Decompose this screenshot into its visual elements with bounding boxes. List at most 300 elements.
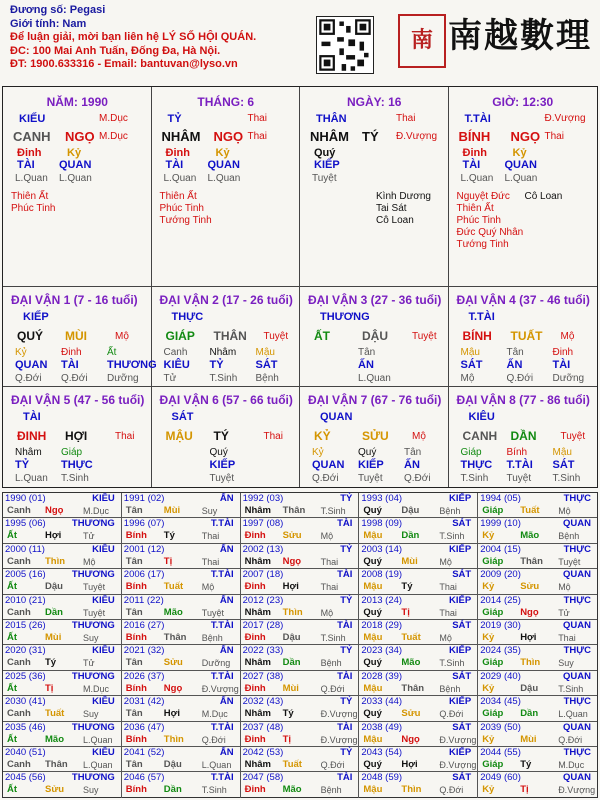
year-stem: Quý xyxy=(363,555,382,567)
year-branch: Hợi xyxy=(401,759,418,770)
year-label: 2006 (17) xyxy=(123,569,165,581)
year-branch: Thân xyxy=(45,759,68,770)
year-branch: Tý xyxy=(163,530,175,542)
year-label: 1993 (04) xyxy=(361,493,403,504)
hidden-god: QUAN xyxy=(207,159,240,171)
year-god: QUAN xyxy=(563,670,591,682)
hidden-god: QUAN xyxy=(312,459,345,471)
year-cell xyxy=(3,671,122,696)
year-branch: Sửu xyxy=(520,581,540,593)
year-phase: T.Sinh xyxy=(558,683,584,694)
year-stem: Quý xyxy=(363,708,382,720)
year-label: 1997 (08) xyxy=(242,518,284,530)
year-god: ẤN xyxy=(219,645,234,657)
contact-note: Để luận giải, mời bạn liên hệ LÝ SỐ HỘI QUÁN. xyxy=(10,31,257,43)
star-name: Cô Loan xyxy=(376,215,414,226)
dai-van-cell xyxy=(449,387,598,487)
dai-van-title: ĐẠI VẬN 5 (47 - 56 tuổi) xyxy=(11,393,145,407)
year-branch: Thìn xyxy=(163,733,184,745)
year-god: TỶ xyxy=(340,645,353,657)
year-cell xyxy=(122,620,241,645)
year-stem: Bính xyxy=(125,530,147,542)
year-god: THƯƠNG xyxy=(71,772,115,784)
year-phase: Q.Đới xyxy=(558,734,583,745)
year-stem: Đinh xyxy=(244,530,266,542)
year-cell xyxy=(478,772,597,797)
dai-van-god: KIÊU xyxy=(468,411,495,423)
year-label: 2000 (11) xyxy=(5,543,45,555)
year-cell xyxy=(122,518,241,543)
hidden-stem: Đinh xyxy=(165,147,190,159)
year-god: SÁT xyxy=(452,670,472,682)
year-branch: Tị xyxy=(282,733,292,745)
hidden-phase: L.Quan xyxy=(15,473,48,484)
dai-van-branch: DẬU xyxy=(362,329,388,343)
year-cell xyxy=(241,493,360,518)
hidden-stem: Kỷ xyxy=(215,147,230,159)
year-stem: Canh xyxy=(7,657,31,669)
year-god: THƯƠNG xyxy=(71,721,115,733)
year-stem: Bính xyxy=(125,682,147,694)
hidden-stem: Đinh xyxy=(17,147,42,159)
year-phase: Bệnh xyxy=(439,506,461,516)
hidden-god: TỶ xyxy=(15,459,30,471)
pillar-stem: NHÂM xyxy=(161,129,201,144)
hidden-phase: T.Sinh xyxy=(552,473,581,484)
year-god: TÀI xyxy=(337,772,353,784)
hidden-phase: Tuyệt xyxy=(312,173,337,184)
year-god: SÁT xyxy=(452,721,472,733)
year-god: TỶ xyxy=(340,594,353,606)
year-phase: T.Sinh xyxy=(439,658,465,669)
year-branch: Mão xyxy=(45,733,64,745)
year-phase: Thai xyxy=(320,556,339,567)
hidden-phase: L.Quan xyxy=(15,173,48,184)
year-god: KIÊU xyxy=(92,645,115,657)
hidden-phase: Q.Đới xyxy=(506,373,534,384)
pillar-title: NĂM: 1990 xyxy=(46,95,108,109)
year-stem: Bính xyxy=(125,632,147,643)
hidden-god: KIẾP xyxy=(209,459,236,471)
year-stem: Giáp xyxy=(482,708,504,720)
hidden-stem: Nhâm xyxy=(209,347,237,358)
year-cell xyxy=(3,722,122,747)
year-cell xyxy=(241,696,360,721)
year-branch: Sửu xyxy=(282,530,302,542)
hidden-god: KIẾP xyxy=(358,459,384,471)
year-phase: M.Dục xyxy=(201,709,228,720)
year-phase: Đ.Vượng xyxy=(320,734,358,745)
pillar-branch-status: Thai xyxy=(544,131,564,142)
hidden-phase: Tuyệt xyxy=(209,473,235,484)
year-stem: Mậu xyxy=(363,581,383,593)
year-phase: T.Sinh xyxy=(320,506,346,516)
year-branch: Mão xyxy=(282,784,302,796)
year-god: TỶ xyxy=(340,696,353,708)
year-branch: Thân xyxy=(401,682,425,694)
hidden-god: TÀI xyxy=(165,159,184,171)
pillar-stem-status: Thai xyxy=(247,113,267,124)
year-phase: Thai xyxy=(439,582,457,593)
hidden-stem: Tân xyxy=(506,347,524,358)
year-branch: Tuất xyxy=(45,708,65,720)
year-stem: Nhâm xyxy=(244,657,271,669)
year-branch: Tuất xyxy=(401,632,421,643)
year-god: THỰC xyxy=(563,747,591,758)
year-label: 2001 (12) xyxy=(123,543,165,555)
year-branch: Ngọ xyxy=(45,505,64,516)
year-cell xyxy=(359,518,478,543)
star-name: Cô Loan xyxy=(524,191,563,202)
year-phase: Q.Đới xyxy=(320,760,345,770)
year-cell xyxy=(478,645,597,670)
hidden-phase: Q.Đới xyxy=(61,373,88,384)
year-stem: Đinh xyxy=(244,784,266,796)
year-label: 2003 (14) xyxy=(361,543,403,555)
year-cell xyxy=(241,645,360,670)
year-branch: Ngọ xyxy=(401,733,420,745)
year-phase: Tử xyxy=(83,658,95,669)
year-stem: Giáp xyxy=(482,657,504,669)
year-cell xyxy=(122,722,241,747)
year-stem: Quý xyxy=(363,657,382,669)
year-cell xyxy=(478,620,597,645)
dai-van-branch: DẦN xyxy=(510,429,537,443)
year-phase: Đ.Vượng xyxy=(320,709,358,720)
year-stem: Nhâm xyxy=(244,708,271,720)
year-cell xyxy=(478,518,597,543)
year-god: THƯƠNG xyxy=(71,670,115,682)
year-cell xyxy=(478,544,597,569)
year-god: QUAN xyxy=(563,518,591,530)
year-cell xyxy=(359,620,478,645)
annual-luck-table xyxy=(2,492,598,798)
year-branch: Mùi xyxy=(401,555,418,567)
dai-van-stem: ẤT xyxy=(314,329,330,343)
year-label: 2041 (52) xyxy=(123,747,165,758)
year-phase: Suy xyxy=(558,658,574,669)
year-branch: Dần xyxy=(163,784,182,796)
year-stem: Ất xyxy=(7,733,18,745)
hidden-stem: Quý xyxy=(314,147,336,159)
year-branch: Tuất xyxy=(163,581,184,593)
year-god: TÀI xyxy=(337,620,353,631)
hidden-stem: Giáp xyxy=(460,447,482,458)
year-label: 2047 (58) xyxy=(242,772,284,784)
year-label: 2030 (41) xyxy=(5,696,46,708)
year-god: THỰC xyxy=(563,493,591,504)
star-name: Đức Quý Nhân xyxy=(456,227,524,238)
dai-van-cell xyxy=(449,287,598,387)
year-god: QUAN xyxy=(563,569,591,581)
year-branch: Dần xyxy=(401,530,420,542)
dai-van-status: Thai xyxy=(263,431,283,442)
hidden-stem: Đinh xyxy=(462,147,487,159)
year-label: 2012 (23) xyxy=(242,594,284,606)
year-god: ẤN xyxy=(219,594,234,606)
year-god: QUAN xyxy=(563,620,591,631)
star-name: Thiên Ất xyxy=(456,203,494,214)
hidden-stem: Mậu xyxy=(255,347,275,358)
year-stem: Đinh xyxy=(244,682,266,694)
year-god: TỶ xyxy=(340,493,353,504)
pillar-branch-status: M.Dục xyxy=(99,131,128,142)
year-label: 2027 (38) xyxy=(242,670,284,682)
year-label: 2040 (51) xyxy=(5,747,46,758)
hidden-stem: Mậu xyxy=(552,447,572,458)
year-label: 2034 (45) xyxy=(480,696,521,708)
year-god: TÀI xyxy=(337,670,353,682)
star-name: Phúc Tinh xyxy=(456,215,501,226)
year-phase: L.Quan xyxy=(83,760,113,770)
year-god: KIÊU xyxy=(92,594,115,606)
hidden-phase: Tử xyxy=(163,373,177,384)
year-branch: Dậu xyxy=(45,581,63,593)
hidden-god: KIÊU xyxy=(163,359,190,371)
year-cell xyxy=(241,671,360,696)
year-phase: Suy xyxy=(83,633,99,643)
year-branch: Ngọ xyxy=(163,682,183,694)
year-cell xyxy=(359,645,478,670)
hidden-stem: Kỷ xyxy=(15,347,27,358)
year-stem: Tân xyxy=(125,708,143,720)
year-stem: Ất xyxy=(7,530,18,542)
year-stem: Mậu xyxy=(363,784,383,796)
pillar-branch: NGỌ xyxy=(65,129,95,144)
year-branch: Thìn xyxy=(520,657,541,669)
dai-van-stem: BÍNH xyxy=(462,329,492,343)
year-phase: Q.Đới xyxy=(201,734,226,745)
year-god: TÀI xyxy=(337,569,353,581)
year-cell xyxy=(122,645,241,670)
pillar-stem-status: Thai xyxy=(396,113,416,124)
dai-van-god: THƯƠNG xyxy=(320,311,370,323)
year-branch: Dậu xyxy=(282,632,301,643)
year-cell xyxy=(3,518,122,543)
year-god: QUAN xyxy=(563,772,591,784)
year-phase: Đ.Vượng xyxy=(558,785,596,796)
year-label: 2035 (46) xyxy=(5,721,46,733)
year-phase: Bệnh xyxy=(558,531,580,542)
pillar-stem-god: TỶ xyxy=(167,113,182,125)
year-cell xyxy=(241,518,360,543)
dai-van-branch: TÝ xyxy=(213,429,229,443)
year-label: 1996 (07) xyxy=(123,518,165,530)
hidden-phase: T.Sinh xyxy=(460,473,489,484)
year-branch: Tý xyxy=(401,581,413,593)
hidden-phase: Dưỡng xyxy=(107,373,139,384)
year-branch: Thân xyxy=(163,632,187,643)
year-stem: Tân xyxy=(125,759,143,770)
dai-van-cell xyxy=(300,287,449,387)
year-label: 2004 (15) xyxy=(480,543,521,555)
seal-stamp: 南 xyxy=(398,14,446,68)
pillar-title: GIỜ: 12:30 xyxy=(492,95,554,109)
dai-van-status: Tuyệt xyxy=(412,331,437,342)
year-branch: Dần xyxy=(520,708,539,720)
dai-van-cell xyxy=(152,287,301,387)
year-label: 2028 (39) xyxy=(361,670,403,682)
dai-van-god: KIẾP xyxy=(23,311,49,323)
year-god: T.TÀI xyxy=(210,620,234,631)
year-label: 2005 (16) xyxy=(5,569,46,581)
pillar-stem-status: M.Dục xyxy=(99,113,128,124)
year-god: THỰC xyxy=(563,645,591,657)
dai-van-god: TÀI xyxy=(23,411,41,423)
year-phase: Suy xyxy=(201,506,218,516)
year-phase: Suy xyxy=(83,709,99,720)
pillar-cell xyxy=(152,87,301,287)
year-cell xyxy=(359,493,478,518)
year-god: SÁT xyxy=(452,772,472,784)
year-phase: Mộ xyxy=(83,556,96,567)
year-phase: Suy xyxy=(83,785,99,796)
hidden-god: ẤN xyxy=(358,359,374,371)
year-branch: Mùi xyxy=(282,682,299,694)
year-phase: Thai xyxy=(558,633,576,643)
year-branch: Tị xyxy=(520,784,529,796)
year-label: 2019 (30) xyxy=(480,620,521,631)
star-name: Tai Sát xyxy=(376,203,407,214)
pillar-branch: TÝ xyxy=(362,129,379,144)
year-god: KIẾP xyxy=(449,594,472,606)
year-branch: Sửu xyxy=(163,657,183,669)
dai-van-status: Tuyệt xyxy=(263,331,289,342)
year-branch: Thìn xyxy=(401,784,422,796)
year-cell xyxy=(478,493,597,518)
hidden-phase: T.Sinh xyxy=(209,373,238,384)
year-label: 2021 (32) xyxy=(123,645,165,657)
year-cell xyxy=(3,544,122,569)
dai-van-status: Mộ xyxy=(412,431,426,442)
hidden-god: SÁT xyxy=(255,359,278,371)
hidden-god: T.TÀI xyxy=(506,459,533,471)
hidden-phase: Q.Đới xyxy=(15,373,42,384)
pillar-title: THÁNG: 6 xyxy=(197,95,255,109)
dai-van-branch: HỢI xyxy=(65,429,88,443)
year-god: KIÊU xyxy=(92,543,115,555)
year-branch: Mùi xyxy=(45,632,62,643)
dai-van-god: T.TÀI xyxy=(468,311,495,323)
year-phase: Mộ xyxy=(558,582,571,593)
year-phase: T.Sinh xyxy=(201,785,227,796)
year-phase: Mộ xyxy=(320,607,334,618)
pillar-title: NGÀY: 16 xyxy=(347,95,402,109)
year-god: T.TÀI xyxy=(210,569,234,581)
year-stem: Nhâm xyxy=(244,606,271,618)
year-god: QUAN xyxy=(563,721,591,733)
year-phase: Thai xyxy=(320,582,339,593)
year-stem: Kỷ xyxy=(482,784,495,796)
year-god: KIÊU xyxy=(92,493,115,504)
pillar-branch: NGỌ xyxy=(213,129,244,144)
star-name: Thiên Ất xyxy=(159,191,197,202)
year-cell xyxy=(359,696,478,721)
year-branch: Ngọ xyxy=(282,555,302,567)
bazi-chart xyxy=(2,86,598,488)
hidden-god: TÀI xyxy=(17,159,35,171)
header xyxy=(0,0,600,86)
year-cell xyxy=(122,595,241,620)
year-phase: Thai xyxy=(201,556,220,567)
year-god: ẤN xyxy=(219,747,234,758)
hidden-stem: Giáp xyxy=(61,447,83,458)
year-cell xyxy=(478,671,597,696)
year-phase: Tuyệt xyxy=(558,556,581,567)
year-label: 2023 (34) xyxy=(361,645,403,657)
year-cell xyxy=(3,696,122,721)
year-phase: Tuyệt xyxy=(83,582,106,593)
year-cell xyxy=(478,696,597,721)
year-label: 2048 (59) xyxy=(361,772,403,784)
year-label: 2002 (13) xyxy=(242,543,284,555)
year-cell xyxy=(241,722,360,747)
year-stem: Mậu xyxy=(363,733,383,745)
dai-van-stem: GIÁP xyxy=(165,329,195,343)
year-cell xyxy=(241,620,360,645)
year-stem: Canh xyxy=(7,555,31,567)
year-phase: Mộ xyxy=(558,506,571,516)
dai-van-title: ĐẠI VẬN 3 (27 - 36 tuổi) xyxy=(308,293,442,307)
year-god: THỰC xyxy=(563,543,591,555)
year-label: 2033 (44) xyxy=(361,696,403,708)
brand-logo: 南越數理 xyxy=(448,16,592,56)
year-label: 2043 (54) xyxy=(361,747,403,758)
year-branch: Tị xyxy=(163,555,173,567)
year-god: KIẾP xyxy=(449,645,472,657)
pillar-branch-status: Thai xyxy=(247,131,267,142)
year-label: 2044 (55) xyxy=(480,747,521,758)
star-name: Tướng Tinh xyxy=(456,239,509,250)
dai-van-status: Thai xyxy=(115,431,135,442)
year-cell xyxy=(122,544,241,569)
dai-van-status: Tuyệt xyxy=(560,431,586,442)
year-god: ẤN xyxy=(219,493,234,504)
year-phase: Đ.Vượng xyxy=(439,734,477,745)
hidden-stem: Ất xyxy=(107,347,117,358)
year-phase: T.Sinh xyxy=(439,531,465,542)
year-phase: Q.Đới xyxy=(439,709,464,720)
year-god: THƯƠNG xyxy=(71,620,115,631)
star-name: Tướng Tinh xyxy=(159,215,212,226)
year-cell xyxy=(241,595,360,620)
dai-van-title: ĐẠI VẬN 8 (77 - 86 tuổi) xyxy=(456,393,590,407)
year-cell xyxy=(122,772,241,797)
year-stem: Tân xyxy=(125,505,143,516)
qr-code-icon xyxy=(316,16,374,74)
dai-van-title: ĐẠI VẬN 4 (37 - 46 tuổi) xyxy=(456,293,590,307)
dai-van-stem: KỶ xyxy=(314,429,331,443)
hidden-god: TỶ xyxy=(209,359,224,371)
year-stem: Quý xyxy=(363,759,382,770)
star-name: Phúc Tinh xyxy=(11,203,56,214)
year-god: ẤN xyxy=(219,696,234,708)
year-branch: Dậu xyxy=(163,759,182,770)
hidden-stem: Tân xyxy=(404,447,422,458)
hidden-stem: Kỷ xyxy=(67,147,82,159)
year-label: 2020 (31) xyxy=(5,645,46,657)
year-god: SÁT xyxy=(452,518,472,530)
year-branch: Dần xyxy=(282,657,301,669)
hidden-god: TÀI xyxy=(462,159,481,171)
year-phase: Tử xyxy=(558,607,570,618)
phone-email: ĐT: 1900.633316 - Email: bantuvan@lyso.vn xyxy=(10,58,238,70)
year-god: THƯƠNG xyxy=(71,518,115,530)
hidden-phase: L.Quan xyxy=(358,373,391,384)
pillar-stem-god: T.TÀI xyxy=(464,113,491,125)
year-stem: Giáp xyxy=(482,759,504,770)
year-stem: Giáp xyxy=(482,606,504,618)
